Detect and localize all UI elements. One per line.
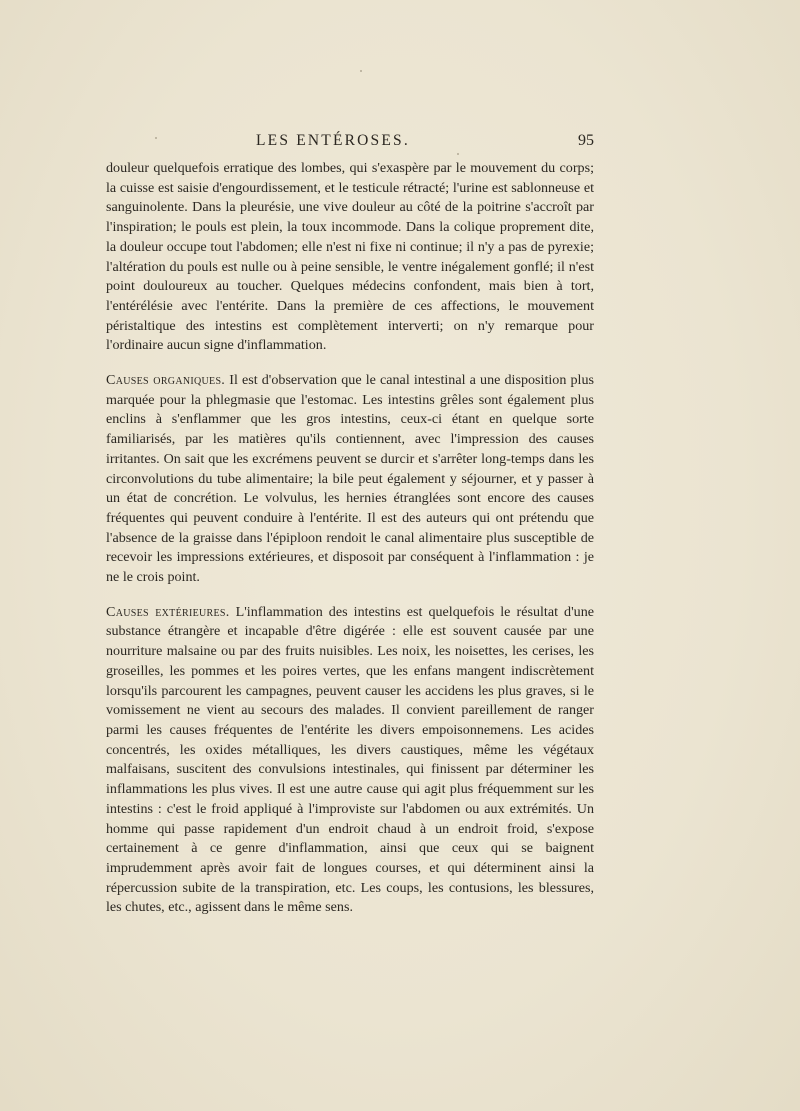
paper-speck	[360, 70, 362, 72]
paragraph-text: douleur quelquefois erratique des lombes, qui s'exaspère par le mouvement du corps; la cuisse est saisie d'engourdissement, et le testicule rétracté; l'urine est sablonneuse et sanguinolente. Dans la pleurésie, une vive douleur au côté de la poitrine s'accroît par l'inspiration; le pouls est plein, la toux incommode. Dans la colique proprement dite, la douleur occupe tout l'abdomen; elle n'est ni fixe ni continue; il n'y a pas de pyrexie; l'altération du pouls est nulle ou à peine sensible, le ventre inégalement gonflé; il n'est point douloureux au toucher. Quelques médecins confondent, mais bien à tort, l'entérélésie avec l'entérite. Dans la première de ces affections, le mouvement péristaltique des intestins est complètement interverti; on n'y remarque pour l'ordinaire aucun signe d'inflammation.	[106, 160, 594, 354]
paragraph-text: Il est d'observation que le canal intestinal a une disposition plus marquée pour la phlegmasie que l'estomac. Les intestins grêles sont également plus enclins à s'enflammer que les gros intestins, ceux-ci étant en quelque sorte familiarisés, par les matières qu'ils contiennent, avec l'impression des causes irritantes. On sait que les excrémens peuvent se durcir et s'arrêter long-temps dans les circonvolutions du tube alimentaire; la bile peut également y séjourner, et y passer à un état de concrétion. Le volvulus, les hernies étranglées sont encore des causes fréquentes qui peuvent conduire à l'entérite. Il est des auteurs qui ont prétendu que l'absence de la graisse dans l'épiploon rendoit le canal alimentaire plus susceptible de recevoir les impressions extérieures, et disposoit par conséquent à l'inflammation : je ne le crois point.	[106, 372, 594, 586]
section-lead: Causes extérieures.	[106, 603, 230, 620]
paragraph-causes-exterieures	[106, 603, 594, 918]
body-text	[106, 159, 594, 918]
paragraph-continuation	[106, 159, 594, 356]
section-lead: Causes organiques.	[106, 372, 226, 389]
running-title: LES ENTÉROSES.	[256, 132, 410, 149]
page-number: 95	[578, 132, 594, 149]
page-header	[106, 132, 594, 156]
paragraph-causes-organiques	[106, 371, 594, 588]
paragraph-text: L'inflammation des intestins est quelquefois le résultat d'une substance étrangère et incapable d'être digérée : elle est souvent causée par une nourriture malsaine ou par des fruits nuisibles. Les noix, les noisettes, les cerises, les groseilles, les pommes et les poires vertes, que les enfans mangent indiscrètement lorsqu'ils parcourent les campagnes, peuvent causer les accidens les plus graves, si le vomissement ne vient au secours des malades. Il convient pareillement de ranger parmi les causes fréquentes de l'entérite les divers empoisonnemens. Les acides concentrés, les oxides métalliques, les divers caustiques, même les végétaux malfaisans, suscitent des convulsions intestinales, qui finissent par déterminer les inflammations les plus vives. Il est une autre cause qui agit plus fréquemment sur les intestins : c'est le froid appliqué à l'improviste sur l'abdomen ou aux extrémités. Un homme qui passe rapidement d'un endroit chaud à un endroit froid, s'expose certainement à ce genre d'inflammation, ainsi que ceux qui se baignent imprudemment après avoir fait de longues courses, et qui déterminent ainsi la répercussion subite de la transpiration, etc. Les coups, les contusions, les blessures, les chutes, etc., agissent dans le même sens.	[106, 603, 594, 916]
